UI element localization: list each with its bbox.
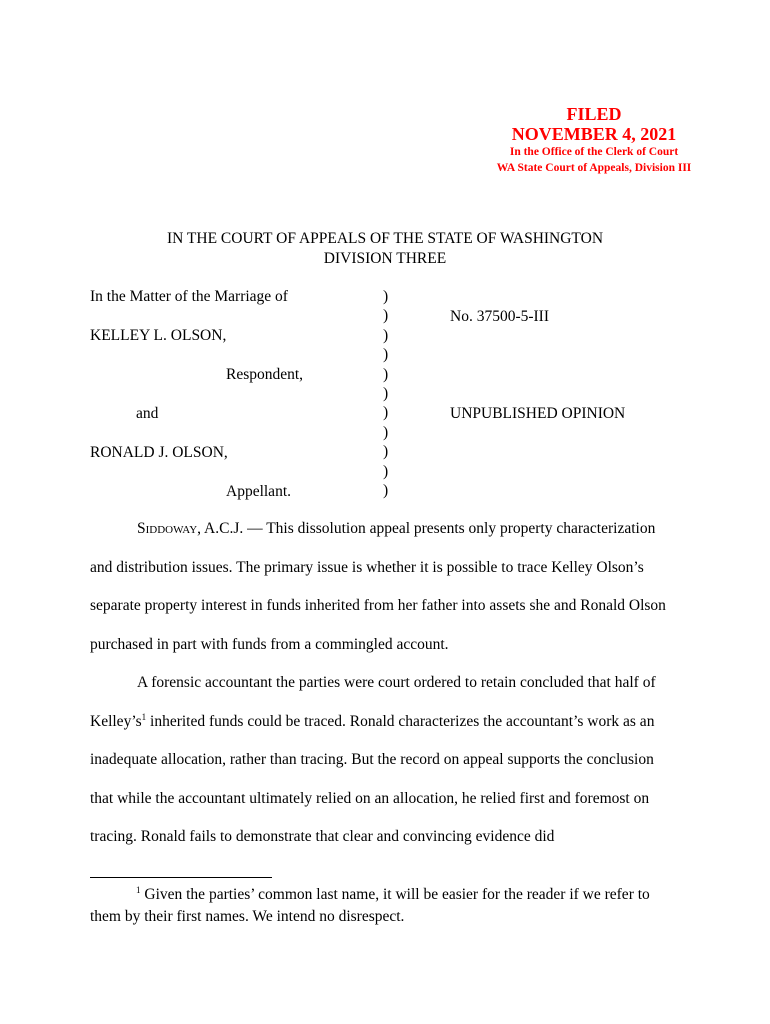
- court-name: IN THE COURT OF APPEALS OF THE STATE OF WASHINGTON: [166, 230, 604, 247]
- caption-conjunction: and: [136, 405, 159, 422]
- stamp-court: WA State Court of Appeals, Division III: [496, 162, 692, 174]
- paragraph-1: [90, 510, 680, 664]
- court-heading: [0, 229, 770, 269]
- stamp-date: NOVEMBER 4, 2021: [511, 124, 677, 144]
- caption-matter: In the Matter of the Marriage of: [90, 288, 288, 305]
- caption-paren: ): [383, 404, 389, 422]
- caption-paren: ): [383, 365, 389, 383]
- caption-paren: ): [383, 307, 389, 325]
- stamp-office: In the Office of the Clerk of Court: [509, 146, 679, 158]
- judge-title: , A.C.J. —: [197, 520, 267, 537]
- caption-party1: KELLEY L. OLSON,: [90, 327, 227, 344]
- caption-party2-role: Appellant.: [226, 483, 291, 500]
- footnote-text: Given the parties’ common last name, it will be easier for the reader if we refer to them by their first names. We intend no disrespect.: [90, 886, 650, 925]
- paragraph-2-rest: inherited funds could be traced. Ronald characterizes the accountant’s work as an inadequate allocation, rather than tracing. But the record on appeal supports the conclusion that while the accountant ultimately relied on an allocation, he relied first and foremost on tracing. Ronald fails to demonstrate that clear and convincing evidence did: [90, 712, 655, 845]
- footnote-divider: [90, 877, 272, 878]
- caption-paren: ): [383, 443, 389, 461]
- caption-party2: RONALD J. OLSON,: [90, 444, 228, 461]
- caption-paren: ): [383, 288, 389, 305]
- caption-paren: ): [383, 346, 389, 364]
- caption-paren: ): [383, 481, 389, 499]
- footnote-ref[interactable]: 1: [141, 711, 147, 722]
- opinion-type: UNPUBLISHED OPINION: [450, 405, 626, 422]
- court-division: DIVISION THREE: [323, 250, 447, 267]
- caption-paren: ): [383, 423, 389, 441]
- caption-parentheses: [383, 287, 388, 500]
- stamp-status: FILED: [566, 104, 622, 124]
- filing-stamp: [470, 104, 718, 176]
- footnote: [90, 884, 680, 928]
- caption-paren: ): [383, 326, 389, 344]
- paragraph-1-text: This dissolution appeal presents only property characterization and distribution issues. The primary issue is whether it is possible to trace Kelley Olson’s separate property interest in funds inherited from her father into assets she and Ronald Olson purchased in part with funds from a commingled account.: [90, 520, 666, 653]
- caption-party1-role: Respondent,: [226, 366, 304, 383]
- footnote-number: 1: [136, 884, 141, 895]
- opinion-body: [90, 510, 680, 857]
- paragraph-2: [90, 664, 680, 857]
- caption-paren: ): [383, 462, 389, 480]
- judge-name: Siddoway: [137, 520, 198, 537]
- paragraph-2-start: A forensic accountant the parties were court ordered to retain concluded that half of Kelley’s: [90, 674, 656, 730]
- case-number: No. 37500-5-III: [450, 308, 550, 325]
- caption-paren: ): [383, 384, 389, 402]
